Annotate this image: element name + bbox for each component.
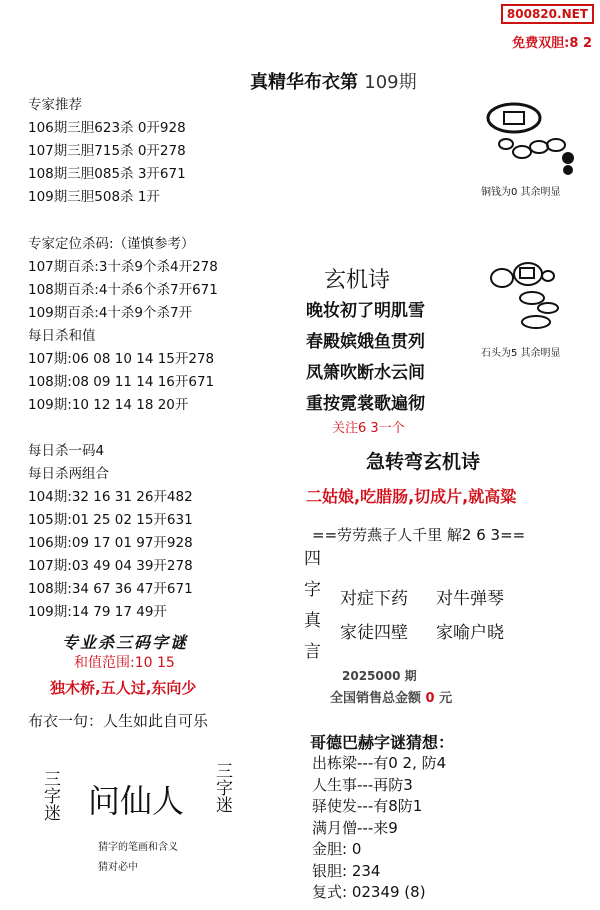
one-code-kill: 每日杀一码4	[28, 443, 105, 459]
guess-note-1: 猜字的笔画和含义	[98, 842, 178, 853]
goedel-row: 驿使发---有8防1	[312, 797, 423, 815]
two-group-row: 108期:34 67 36 47开671	[28, 581, 193, 597]
poem-line: 春殿嫔娥鱼贯列	[306, 332, 425, 352]
page-title	[250, 68, 417, 94]
expert-row: 108期三胆085杀 3开671	[28, 166, 186, 182]
guess-note-2: 猜对必中	[98, 862, 138, 873]
wenxianren: 问仙人	[88, 782, 185, 820]
position-kill-section	[28, 233, 218, 417]
expert-row: 106期三胆623杀 0开928	[28, 120, 186, 136]
sales-total	[330, 687, 452, 706]
two-group-row: 105期:01 25 02 15开631	[28, 512, 193, 528]
four-char-label: 四字真言	[304, 549, 321, 662]
goedel-list	[312, 753, 446, 904]
buyi-line: 布衣一句：人生如此自可乐	[28, 712, 209, 730]
poem-line: 晚妆初了明肌雪	[306, 301, 425, 321]
coin-caption: 铜钱为0 其余明显	[481, 187, 561, 198]
poem-line: 重按霓裳歌遍彻	[306, 394, 425, 414]
sales-total-prefix: 全国销售总金额	[330, 691, 422, 706]
site-badge[interactable]: 800820.NET	[501, 4, 594, 24]
two-group-row: 106期:09 17 01 97开928	[28, 535, 193, 551]
sum-kill-row: 107期:06 08 10 14 15开278	[28, 351, 215, 367]
stone-caption: 石头为5 其余明显	[481, 348, 561, 359]
three-char-left: 三字迷	[40, 770, 60, 821]
sales-issue: 2025000 期	[342, 669, 417, 683]
poem-line: 凤箫吹断水云间	[306, 363, 425, 383]
poem-note: 关注6 3一个	[332, 421, 405, 436]
expert-row: 109期三胆508杀 1开	[28, 189, 160, 205]
turn-poem-text: 二姑娘,吃腊肠,切成片,就高粱	[306, 487, 517, 506]
position-row: 108期百杀:4十杀6个杀7开671	[28, 282, 218, 298]
stones-icon	[488, 258, 568, 336]
three-code-riddle: 专业杀三码字谜	[62, 633, 189, 652]
two-group-section	[28, 440, 193, 624]
free-double-pick: 免费双胆:8 2	[512, 36, 592, 51]
goedel-row: 银胆: 234	[312, 861, 381, 880]
sum-range: 和值范围:10 15	[74, 655, 175, 671]
goedel-row: 复式: 02349 (8)	[312, 883, 426, 901]
expert-section	[28, 94, 186, 209]
position-row: 109期百杀:4十杀9个杀7开	[28, 305, 193, 321]
three-char-right: 三字迷	[212, 762, 232, 813]
poem-title: 玄机诗	[324, 268, 391, 293]
goedel-heading: 哥德巴赫字谜猜想：	[310, 733, 455, 752]
turn-poem-title: 急转弯玄机诗	[366, 451, 481, 473]
goedel-row: 金胆: 0	[312, 840, 362, 858]
four-char-item: 家喻户晓	[436, 623, 504, 643]
four-char-item: 对症下药	[340, 589, 408, 609]
issue-number: 109期	[364, 72, 417, 93]
two-group-row: 104期:32 16 31 26开482	[28, 489, 193, 505]
goedel-row: 满月僧---来9	[312, 818, 398, 837]
four-char-item: 对牛弹琴	[436, 589, 504, 609]
four-char-item: 家徒四壁	[340, 623, 408, 643]
sum-kill-row: 108期:08 09 11 14 16开671	[28, 374, 215, 390]
coins-icon	[484, 100, 584, 180]
riddle-red: 独木桥,五人过,东向少	[50, 679, 197, 697]
two-group-row: 109期:14 79 17 49开	[28, 604, 167, 620]
poem-block	[306, 296, 425, 420]
sales-total-unit: 元	[439, 691, 453, 706]
two-group-heading: 每日杀两组合	[28, 466, 109, 482]
goedel-row: 出栋梁---有0 2, 防4	[312, 754, 447, 772]
sum-kill-heading: 每日杀和值	[28, 328, 96, 344]
expert-heading: 专家推荐	[28, 97, 82, 113]
position-row: 107期百杀:3十杀9个杀4开278	[28, 259, 218, 275]
expert-row: 107期三胆715杀 0开278	[28, 143, 186, 159]
goedel-row: 人生事---再防3	[312, 775, 413, 794]
swallow-line: ==劳劳燕子人千里 解2 6 3==	[312, 526, 526, 544]
two-group-row: 107期:03 49 04 39开278	[28, 558, 193, 574]
position-heading: 专家定位杀码:（谨慎参考）	[28, 236, 195, 252]
sum-kill-row: 109期:10 12 14 18 20开	[28, 397, 189, 413]
sales-total-value: 0	[425, 691, 435, 706]
title-text: 真精华布衣第	[250, 72, 358, 93]
